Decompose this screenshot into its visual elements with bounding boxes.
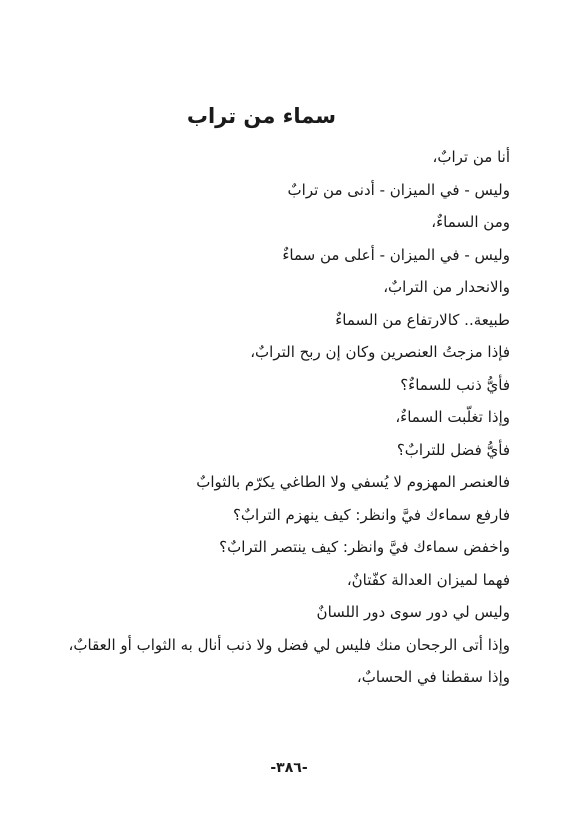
poem-line: ومن السماءٌ، bbox=[431, 213, 510, 231]
poem-line: طبيعة.. كالارتفاع من السماءٌ bbox=[335, 310, 510, 329]
poem-line: وإذا سقطنا في الحسابٌ، bbox=[356, 668, 510, 686]
poem-line: واخفض سماءك فيَّ وانظر: كيف ينتصر الترابٌ؟ bbox=[219, 538, 510, 556]
poem-line: فالعنصر المهزوم لا يُسفي ولا الطاغي يكرّم بالثوابٌ bbox=[196, 473, 510, 491]
poem-line: وليس - في الميزان - أعلى من سماءٌ bbox=[282, 245, 510, 264]
poem-title: سماء من تراب bbox=[186, 104, 336, 129]
poem-line: فهما لميزان العدالة كفّتانٌ، bbox=[346, 570, 510, 589]
poem-line: وليس لي دور سوى دور اللسانٌ bbox=[316, 603, 510, 621]
poem-line: وليس - في الميزان - أدنى من ترابٌ bbox=[287, 180, 510, 199]
poem-line: والانحدار من الترابٌ، bbox=[383, 278, 510, 296]
poem-line: وإذا تغلّبت السماءٌ، bbox=[395, 408, 510, 426]
poem-line: فإذا مزجتُ العنصرين وكان إن ربح الترابٌ، bbox=[250, 343, 510, 361]
poem-body bbox=[56, 141, 510, 694]
poem-line: فارفع سماءك فيَّ وانظر: كيف ينهزم الترابٌ؟ bbox=[232, 505, 510, 524]
poem-line: أنا من ترابٌ، bbox=[432, 148, 510, 166]
poem-line: فأيُّ ذنب للسماءٌ؟ bbox=[400, 375, 510, 394]
page-number: -٣٨٦- bbox=[270, 760, 308, 776]
poem-line: فأيُّ فضل للترابٌ؟ bbox=[396, 440, 510, 459]
poem-line: وإذا أتى الرجحان منك فليس لي فضل ولا ذنب أنال به الثواب أو العقابٌ، bbox=[68, 635, 510, 654]
